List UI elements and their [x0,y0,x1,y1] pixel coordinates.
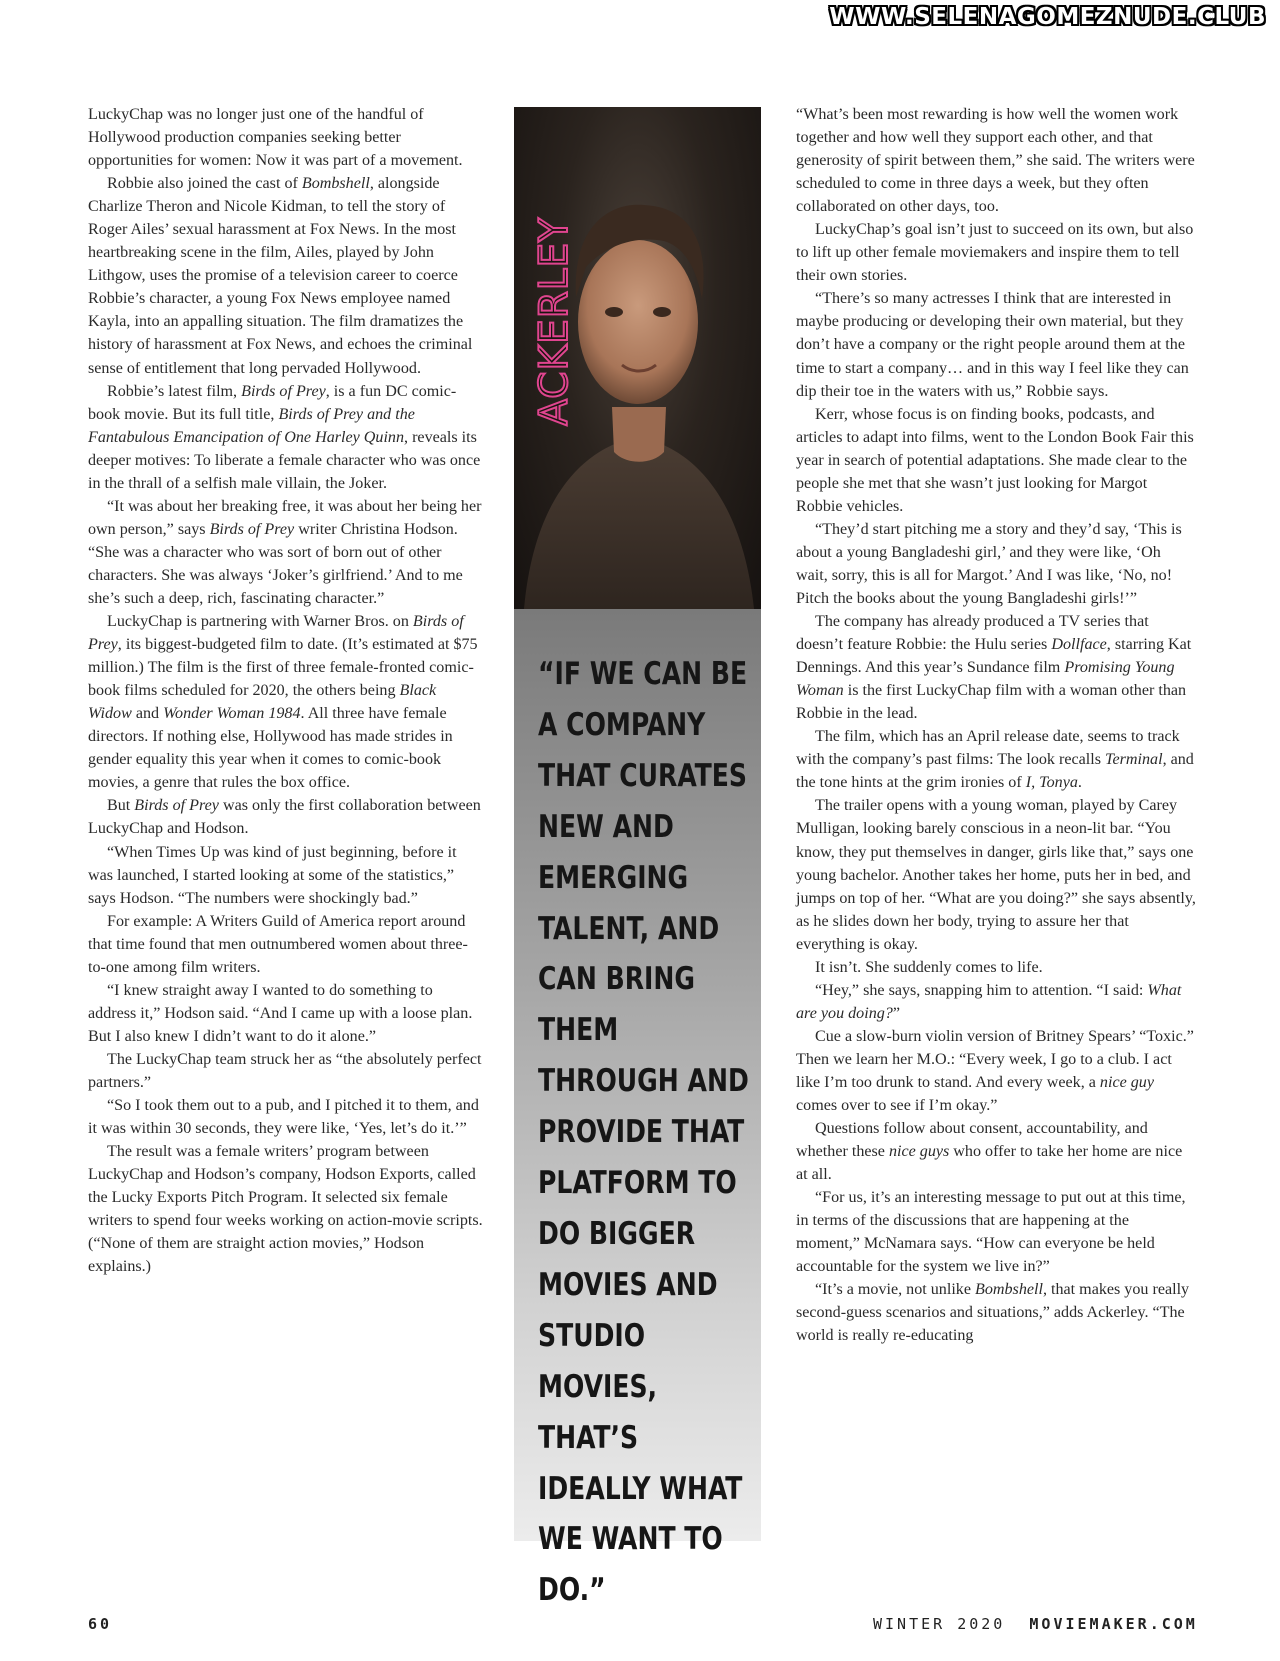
page-number: 60 [88,1615,113,1633]
article-paragraph: “I knew straight away I wanted to do something to address it,” Hodson said. “And I came up with a loose plan. But I also knew I didn’t want to do it alone.” [88,981,473,1045]
article-paragraph: “For us, it’s an interesting message to put out at this time, in terms of the discussions that are happening at the moment,” McNamara says. “How can everyone be held accountable for the system we live in?” [796,1189,1186,1276]
article-paragraph: “There’s so many actresses I think that are interested in maybe producing or developing their own material, but they don’t have a company or the right people around them at the time to start a company… and in this way I feel like they can dip their toe in the waters with us,” Robbie says. [796,290,1189,400]
article-paragraph: “It was about her breaking free, it was about her being her own person,” says Birds of Prey writer Christina Hodson. “She was a character who was sort of born out of other characters. She was always ‘Joker’s girlfriend.’ And to me she’s such a deep, rich, fascinating character.” [88,497,482,607]
article-paragraph: “It’s a movie, not unlike Bombshell, that makes you really second-guess scenarios and situations,” adds Ackerley. “The world is really re-educating [796,1281,1190,1345]
article-paragraph: The company has already produced a TV series that doesn’t feature Robbie: the Hulu series Dollface, starring Kat Dennings. And this year’s Sundance film Promising Young Woman is the first LuckyChap film with a woman other than Robbie in the lead. [796,613,1192,723]
article-paragraph: Questions follow about consent, accountability, and whether these nice guys who offer to take her home are nice at all. [796,1120,1183,1184]
article-paragraph: The LuckyChap team struck her as “the absolutely perfect partners.” [88,1050,482,1091]
footer-issue: WINTER 2020 [873,1615,1006,1633]
watermark-text: WWW.SELENAGOMEZNUDE.CLUB [829,4,1266,30]
article-paragraph: Cue a slow-burn violin version of Britney Spears’ “Toxic.” Then we learn her M.O.: “Every week, I go to a club. I act like I’m too drunk to stand. And every week, a nice guy comes over to see if I’m okay.” [796,1027,1194,1115]
article-paragraph: The trailer opens with a young woman, played by Carey Mulligan, looking barely conscious in a neon-lit bar. “You know, they put themselves in danger, girls like that,” says one young bachelor. Another takes her home, puts her in bed, and jumps on top of her. “What are you doing?” she says absently, as he slides down her body, trying to assure her that everything is okay. [796,797,1196,953]
article-paragraph: LuckyChap is partnering with Warner Bros. on Birds of Prey, its biggest-budgeted film to date. (It’s estimated at $75 million.) The film is the first of three female-fronted comic-book films scheduled for 2020, the others being Black Widow and Wonder Woman 1984. All three have female directors. If nothing else, Hollywood has made strides in gender equality this year when it comes to comic-book movies, a genre that rules the box office. [88,613,478,792]
article-paragraph: “When Times Up was kind of just beginning, before it was launched, I started looking at some of the statistics,” says Hodson. “The numbers were shockingly bad.” [88,843,457,907]
sidebar-name: ACKERLEY [532,217,577,426]
article-paragraph: LuckyChap was no longer just one of the handful of Hollywood production companies seeking better opportunities for women: Now it was part of a movement. [88,106,463,170]
article-paragraph: The film, which has an April release date, seems to track with the company’s past films: The look recalls Terminal, and the tone hints at the grim ironies of I, Tonya. [796,728,1194,792]
article-paragraph: The result was a female writers’ program between LuckyChap and Hodson’s company, Hodson Exports, called the Lucky Exports Pitch Program. It selected six female writers to spend four weeks working on action-movie scripts. (“None of them are straight action movies,” Hodson explains.) [88,1143,483,1276]
article-paragraph: LuckyChap’s goal isn’t just to succeed on its own, but also to lift up other female moviemakers and inspire them to tell their own stories. [796,221,1194,285]
article-paragraph: But Birds of Prey was only the first collaboration between LuckyChap and Hodson. [88,797,481,838]
article-column-left [88,103,483,1278]
article-paragraph: “What’s been most rewarding is how well the women work together and how well they support each other, and that generosity of spirit between them,” she said. The writers were scheduled to come in three days a week, but they often collaborated on other days, too. [796,106,1195,216]
article-paragraph: Robbie also joined the cast of Bombshell, alongside Charlize Theron and Nicole Kidman, to tell the story of Roger Ailes’ sexual harassment at Fox News. In the most heartbreaking scene in the film, Ailes, played by John Lithgow, uses the promise of a television career to coerce Robbie’s character, a young Fox News employee named Kayla, into an appalling situation. The film dramatizes the history of harassment at Fox News, and echoes the criminal sense of entitlement that long pervaded Hollywood. [88,175,473,377]
article-paragraph: “They’d start pitching me a story and they’d say, ‘This is about a young Bangladeshi girl,’ and they were like, ‘Oh wait, sorry, this is all for Margot.’ And I was like, ‘No, no! Pitch the books about the young Bangladeshi girls!’” [796,520,1182,607]
article-paragraph: Kerr, whose focus is on finding books, podcasts, and articles to adapt into films, went to the London Book Fair this year in search of potential adaptations. She made clear to the people she met that she wasn’t just looking for Margot Robbie vehicles. [796,405,1194,515]
article-paragraph: For example: A Writers Guild of America report around that time found that men outnumbered women about three-to-one among film writers. [88,912,468,976]
footer-publication: MOVIEMAKER.COM [1029,1615,1198,1633]
article-column-right [796,103,1196,1348]
quote-box [514,609,761,1609]
article-paragraph: “Hey,” she says, snapping him to attention. “I said: What are you doing?” [796,981,1182,1022]
article-paragraph: Robbie’s latest film, Birds of Prey, is a fun DC comic-book movie. But its full title, Birds of Prey and the Fantabulous Emancipation of One Harley Quinn, reveals its deeper motives: To liberate a female character who was once in the thrall of a selfish male villain, the Joker. [88,382,481,492]
pull-quote-sidebar [514,107,761,1609]
article-paragraph: It isn’t. She suddenly comes to life. [815,958,1043,976]
article-paragraph: “So I took them out to a pub, and I pitched it to them, and it was within 30 seconds, they were like, ‘Yes, let’s do it.’” [88,1097,479,1138]
footer-issue-line [873,1615,1198,1633]
pull-quote-text: “IF WE CAN BE A COMPANY THAT CURATES NEW AND EMERGING TALENT, AND CAN BRING THEM THROUGH AND PROVIDE THAT PLATFORM TO DO BIGGER MOVIES AND STUDIO MOVIES, THAT’S IDEALLY WHAT WE WANT TO DO.” [538,656,749,1609]
portrait-photo [514,107,761,609]
